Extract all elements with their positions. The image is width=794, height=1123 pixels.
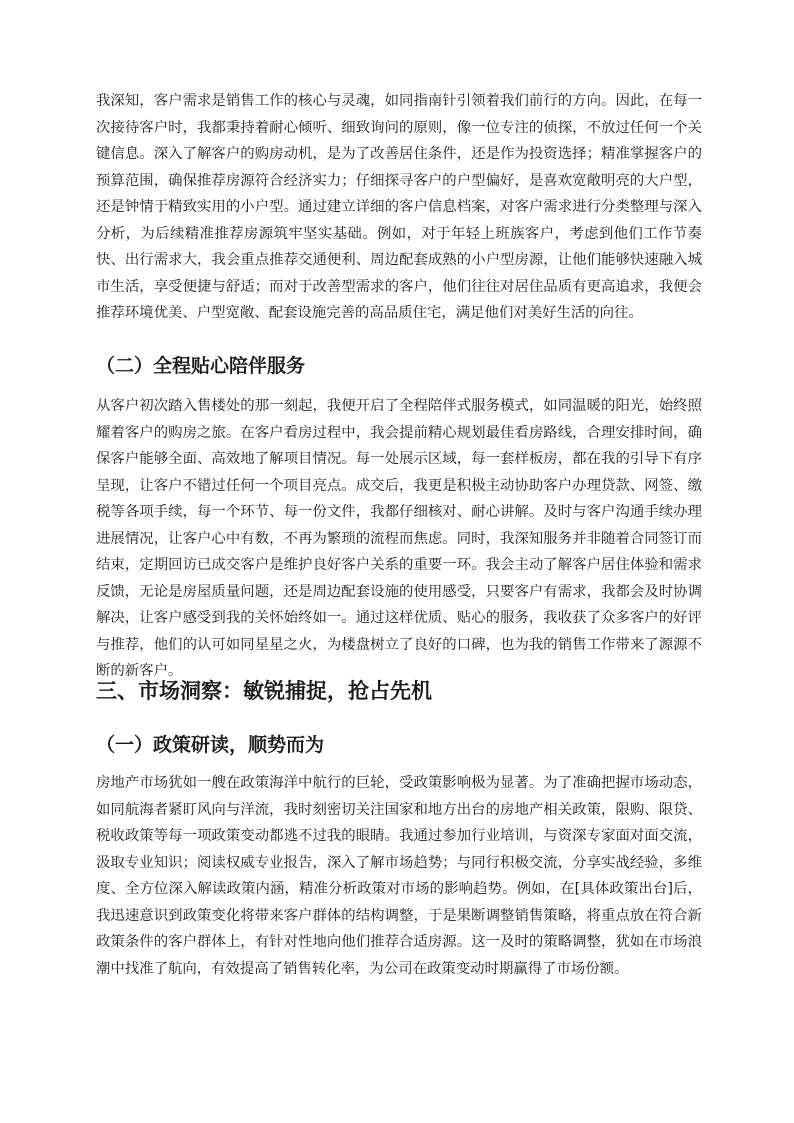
- section-heading-market-insight: 三、市场洞察：敏锐捕捉，抢占先机: [96, 679, 432, 703]
- body-paragraph-full-service: 从客户初次踏入售楼处的那一刻起，我便开启了全程陪伴式服务模式，如同温暖的阳光，始终照耀着客户的购房之旅。在客户看房过程中，我会提前精心规划最佳看房路线，合理安排时间，确保客户能够全面、高效地了解项目情况。每一处展示区域，每一套样板房，都在我的引导下有序呈现，让客户不错过任何一个项目亮点。成交后，我更是积极主动协助客户办理贷款、网签、缴税等各项手续，每一个环节、每一份文件，我都仔细核对、耐心讲解。及时与客户沟通手续办理进展情况，让客户心中有数，不再为繁琐的流程而焦虑。同时，我深知服务并非随着合同签订而结束，定期回访已成交客户是维护良好客户关系的重要一环。我会主动了解客户居住体验和需求反馈，无论是房屋质量问题，还是周边配套设施的使用感受，只要客户有需求，我都会及时协调解决，让客户感受到我的关怀始终如一。通过这样优质、贴心的服务，我收获了众多客户的好评与推荐，他们的认可如同星星之火，为楼盘树立了良好的口碑，也为我的销售工作带来了源源不断的新客户。: [96, 398, 702, 679]
- body-paragraph-policy-study: 房地产市场犹如一艘在政策海洋中航行的巨轮，受政策影响极为显著。为了准确把握市场动态，如同航海者紧盯风向与洋流，我时刻密切关注国家和地方出台的房地产相关政策，限购、限贷、税收政策等每一项政策变动都逃不过我的眼睛。我通过参加行业培训，与资深专家面对面交流，汲取专业知识；阅读权威专业报告，深入了解市场趋势；与同行积极交流，分享实战经验，多维度、全方位深入解读政策内涵，精准分析政策对市场的影响趋势。例如，在[具体政策出台]后，我迅速意识到政策变化将带来客户群体的结构调整，于是果断调整销售策略，将重点放在符合新政策条件的客户群体上，有针对性地向他们推荐合适房源。这一及时的策略调整，犹如在市场浪潮中找准了航向，有效提高了销售转化率，为公司在政策变动时期赢得了市场份额。: [96, 775, 702, 977]
- body-paragraph-customer-needs: 我深知，客户需求是销售工作的核心与灵魂，如同指南针引领着我们前行的方向。因此，在每一次接待客户时，我都秉持着耐心倾听、细致询问的原则，像一位专注的侦探，不放过任何一个关键信息。深入了解客户的购房动机，是为了改善居住条件，还是作为投资选择；精准掌握客户的预算范围，确保推荐房源符合经济实力；仔细探寻客户的户型偏好，是喜欢宽敞明亮的大户型，还是钟情于精致实用的小户型。通过建立详细的客户信息档案，对客户需求进行分类整理与深入分析，为后续精准推荐房源筑牢坚实基础。例如，对于年轻上班族客户，考虑到他们工作节奏快、出行需求大，我会重点推荐交通便利、周边配套成熟的小户型房源，让他们能够快速融入城市生活，享受便捷与舒适；而对于改善型需求的客户，他们往往对居住品质有更高追求，我便会推荐环境优美、户型宽敞、配套设施完善的高品质住宅，满足他们对美好生活的向往。: [96, 93, 702, 321]
- subheading-policy-study: （一）政策研读，顺势而为: [96, 734, 325, 756]
- subheading-full-service: （二）全程贴心陪伴服务: [96, 355, 306, 377]
